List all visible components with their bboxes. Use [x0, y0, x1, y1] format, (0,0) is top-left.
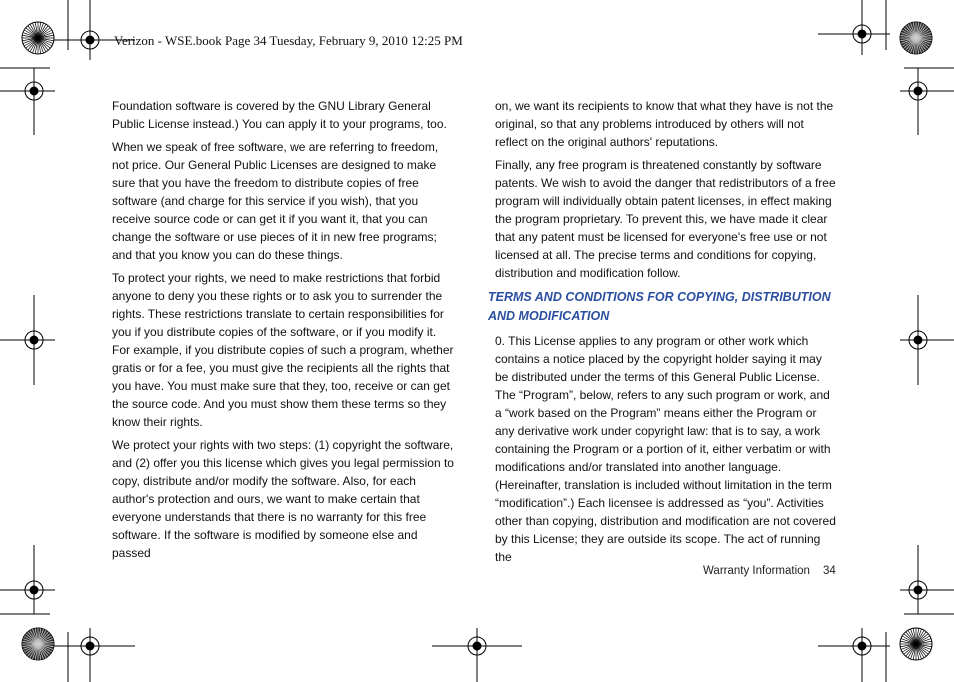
section-heading: TERMS AND CONDITIONS FOR COPYING, DISTRIBUTION AND MODIFICATION — [488, 290, 831, 323]
footer-section-label: Warranty Information — [703, 565, 810, 577]
registration-target-icon — [900, 545, 954, 614]
paragraph: When we speak of free software, we are referring to freedom, not price. Our General Public Licenses are designed to make sure that you have the freedom to distribute copies of free software (and charge for this service if you wish), that you receive source code or can get it if you want it, that you can change the software or use pieces of it in new free programs; and that you know you can do these things. — [112, 140, 439, 262]
paragraph: To protect your rights, we need to make restrictions that forbid anyone to deny you these rights or to ask you to surrender the rights. These restrictions translate to certain responsibilities for you if you distribute copies of the software, or if you modify it. For example, if you distribute copies of such a program, whether gratis or for a fee, you must give the recipients all the rights that you have. You must make sure that they, too, receive or can get the source code. And you must show them these terms so they know their rights. — [112, 271, 454, 429]
paragraph: on, we want its recipients to know that what they have is not the original, so that any problems introduced by others will not reflect on the original authors' reputations. — [495, 99, 834, 149]
registration-target-icon — [818, 0, 890, 55]
registration-target-icon — [0, 545, 55, 614]
print-header: Verizon - WSE.book Page 34 Tuesday, February 9, 2010 12:25 PM — [114, 33, 463, 48]
right-column — [495, 97, 837, 287]
starburst-target-icon — [22, 22, 54, 54]
registration-target-icon — [818, 628, 890, 682]
paragraph: Foundation software is covered by the GNU Library General Public License instead.) You can apply it to your programs, too. — [112, 99, 447, 131]
terms-section — [495, 332, 837, 566]
registration-target-icon — [900, 295, 954, 385]
starburst-target-icon — [900, 628, 932, 660]
page-number: 34 — [823, 565, 836, 577]
registration-target-icon — [432, 628, 522, 682]
registration-target-icon — [50, 0, 135, 60]
registration-target-icon — [0, 68, 55, 135]
left-column — [112, 97, 454, 567]
starburst-target-icon — [900, 22, 932, 54]
paragraph: We protect your rights with two steps: (1) copyright the software, and (2) offer you this license which gives you legal permission to copy, distribute and/or modify the software. Also, for each author's protection and ours, we want to make certain that everyone understands that there is no warranty for this free software. If the software is modified by someone else and passed — [112, 438, 454, 560]
paragraph: 0. This License applies to any program or other work which contains a notice placed by the copyright holder saying it may be distributed under the terms of this General Public License. The “Program”, below, refers to any such program or work, and a “work based on the Program” means either the Program or any derivative work under copyright law: that is to say, a work containing the Program or a portion of it, either verbatim or with modifications and/or translated into another language. (Hereinafter, translation is included without limitation in the term “modification”.) Each licensee is addressed as “you”. Activities other than copying, distribution and modification are not covered by this License; they are outside its scope. The act of running the — [495, 334, 836, 564]
registration-target-icon — [0, 295, 55, 385]
starburst-target-icon — [22, 628, 54, 660]
registration-target-icon — [900, 68, 954, 135]
registration-target-icon — [50, 628, 135, 682]
paragraph: Finally, any free program is threatened constantly by software patents. We wish to avoid the danger that redistributors of a free program will individually obtain patent licenses, in effect making the program proprietary. To prevent this, we have made it clear that any patent must be licensed for everyone's free use or not licensed at all. The precise terms and conditions for copying, distribution and modification follow. — [495, 158, 836, 280]
